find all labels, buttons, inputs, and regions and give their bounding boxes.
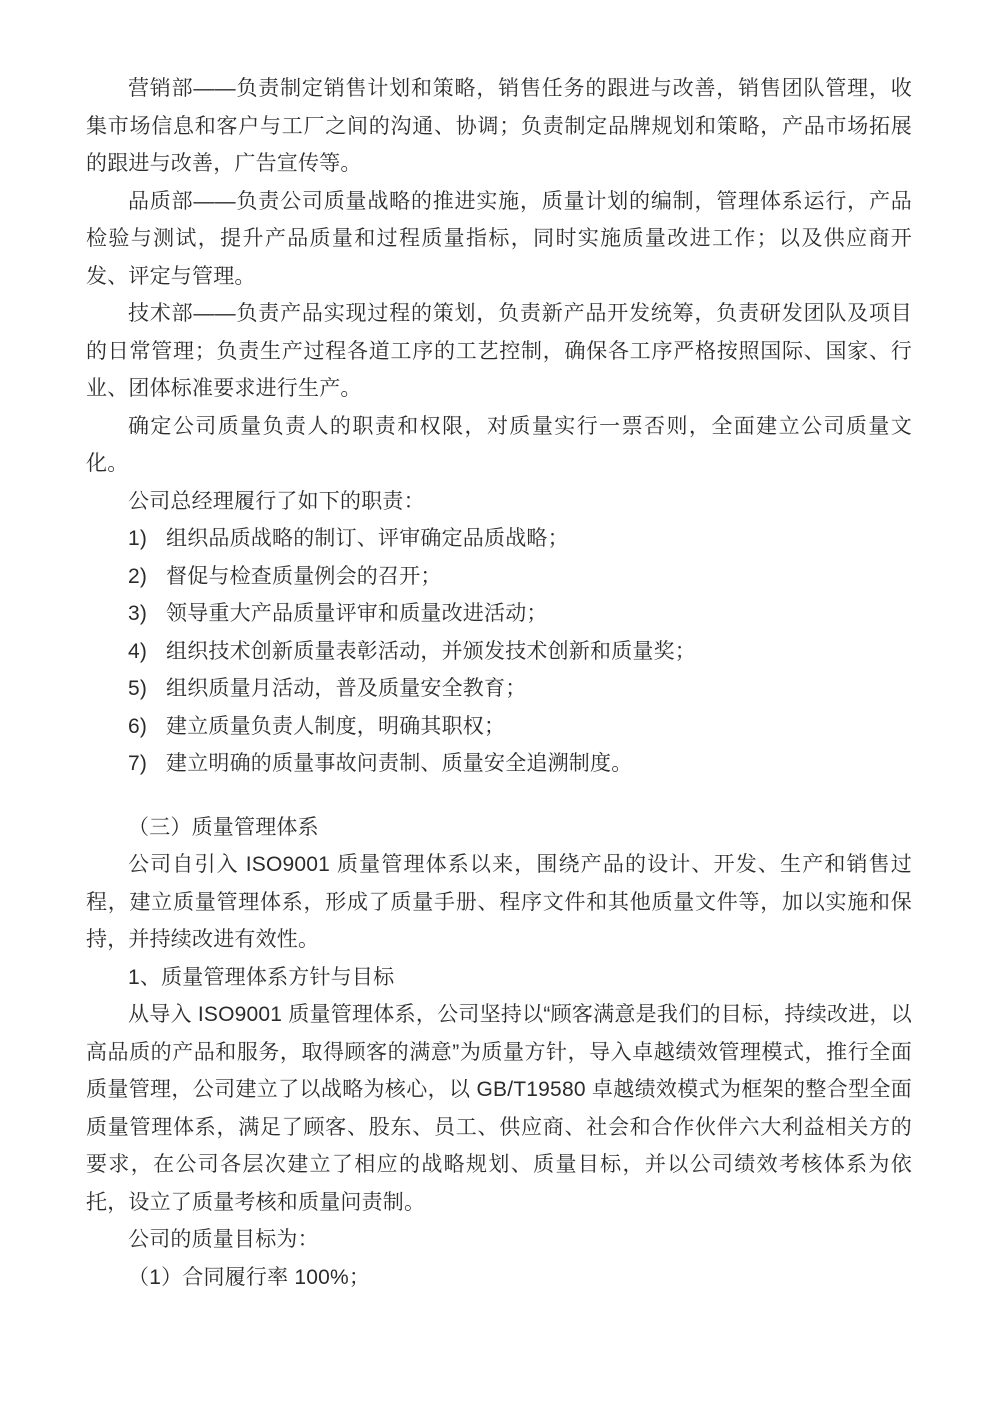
- section-heading-quality-system: （三）质量管理体系: [128, 815, 319, 839]
- list-item-text: 督促与检查质量例会的召开；: [166, 564, 442, 588]
- list-item-text: 组织质量月活动，普及质量安全教育；: [166, 677, 527, 700]
- list-item-marker: 6): [128, 714, 148, 738]
- list-item-marker: 2): [128, 564, 148, 588]
- list-item-text: 组织品质战略的制订、评审确定品质战略；: [166, 527, 569, 550]
- list-item-marker: 1): [128, 527, 148, 550]
- gm-duties-list: [128, 520, 912, 783]
- list-item: [128, 595, 912, 633]
- list-item: [128, 520, 912, 558]
- paragraph-targets-intro: 公司的质量目标为：: [128, 1228, 319, 1251]
- list-item: [128, 708, 912, 746]
- subsection-heading-policy-targets: 1、质量管理体系方针与目标: [128, 965, 395, 989]
- document-body: [86, 70, 912, 1296]
- paragraph-tech-dept: 技术部——负责产品实现过程的策划，负责新产品开发统筹，负责研发团队及项目的日常管理；负责生产过程各道工序的工艺控制，确保各工序严格按照国际、国家、行业、团体标准要求进行生产。: [86, 302, 912, 400]
- list-item-text: 建立明确的质量事故问责制、质量安全追溯制度。: [166, 752, 633, 775]
- paragraph-iso-intro: 公司自引入 ISO9001 质量管理体系以来，围绕产品的设计、开发、生产和销售过程，建立质量管理体系，形成了质量手册、程序文件和其他质量文件等，加以实施和保持，并持续改进有效性。: [86, 853, 912, 951]
- list-item-text: 组织技术创新质量表彰活动，并颁发技术创新和质量奖；: [166, 639, 696, 663]
- paragraph-quality-dept: 品质部——负责公司质量战略的推进实施，质量计划的编制，管理体系运行，产品检验与测试，提升产品质量和过程质量指标，同时实施质量改进工作；以及供应商开发、评定与管理。: [86, 189, 912, 288]
- list-item-text: 建立质量负责人制度，明确其职权；: [166, 714, 506, 738]
- target-item-contract-rate: （1）合同履行率 100%；: [128, 1265, 371, 1289]
- paragraph-gm-duties-intro: 公司总经理履行了如下的职责：: [128, 489, 425, 513]
- list-item-marker: 5): [128, 677, 148, 700]
- list-item: [128, 558, 912, 596]
- list-item: [128, 633, 912, 671]
- list-item-marker: 3): [128, 602, 148, 625]
- list-item: [128, 745, 912, 783]
- list-item-text: 领导重大产品质量评审和质量改进活动；: [166, 602, 548, 625]
- paragraph-quality-policy: 从导入 ISO9001 质量管理体系，公司坚持以“顾客满意是我们的目标，持续改进，以高品质的产品和服务，取得顾客的满意”为质量方针，导入卓越绩效管理模式，推行全面质量管理，公司建立了以战略为核心，以 GB/T19580 卓越绩效模式为框架的整合型全面质量管理体系，满足了顾客、股东、员工、供应商、社会和合作伙伴六大利益相关方的要求，在公司各层次建立了相应的战略规划、质量目标，并以公司绩效考核体系为依托，设立了质量考核和质量问责制。: [86, 1003, 912, 1214]
- list-item-marker: 7): [128, 752, 148, 775]
- paragraph-quality-lead: 确定公司质量负责人的职责和权限，对质量实行一票否则，全面建立公司质量文化。: [86, 414, 912, 475]
- blank-line: [86, 783, 912, 809]
- list-item: [128, 670, 912, 708]
- list-item-marker: 4): [128, 639, 148, 663]
- paragraph-marketing-dept: 营销部——负责制定销售计划和策略，销售任务的跟进与改善，销售团队管理，收集市场信息和客户与工厂之间的沟通、协调；负责制定品牌规划和策略，产品市场拓展的跟进与改善，广告宣传等。: [86, 77, 912, 175]
